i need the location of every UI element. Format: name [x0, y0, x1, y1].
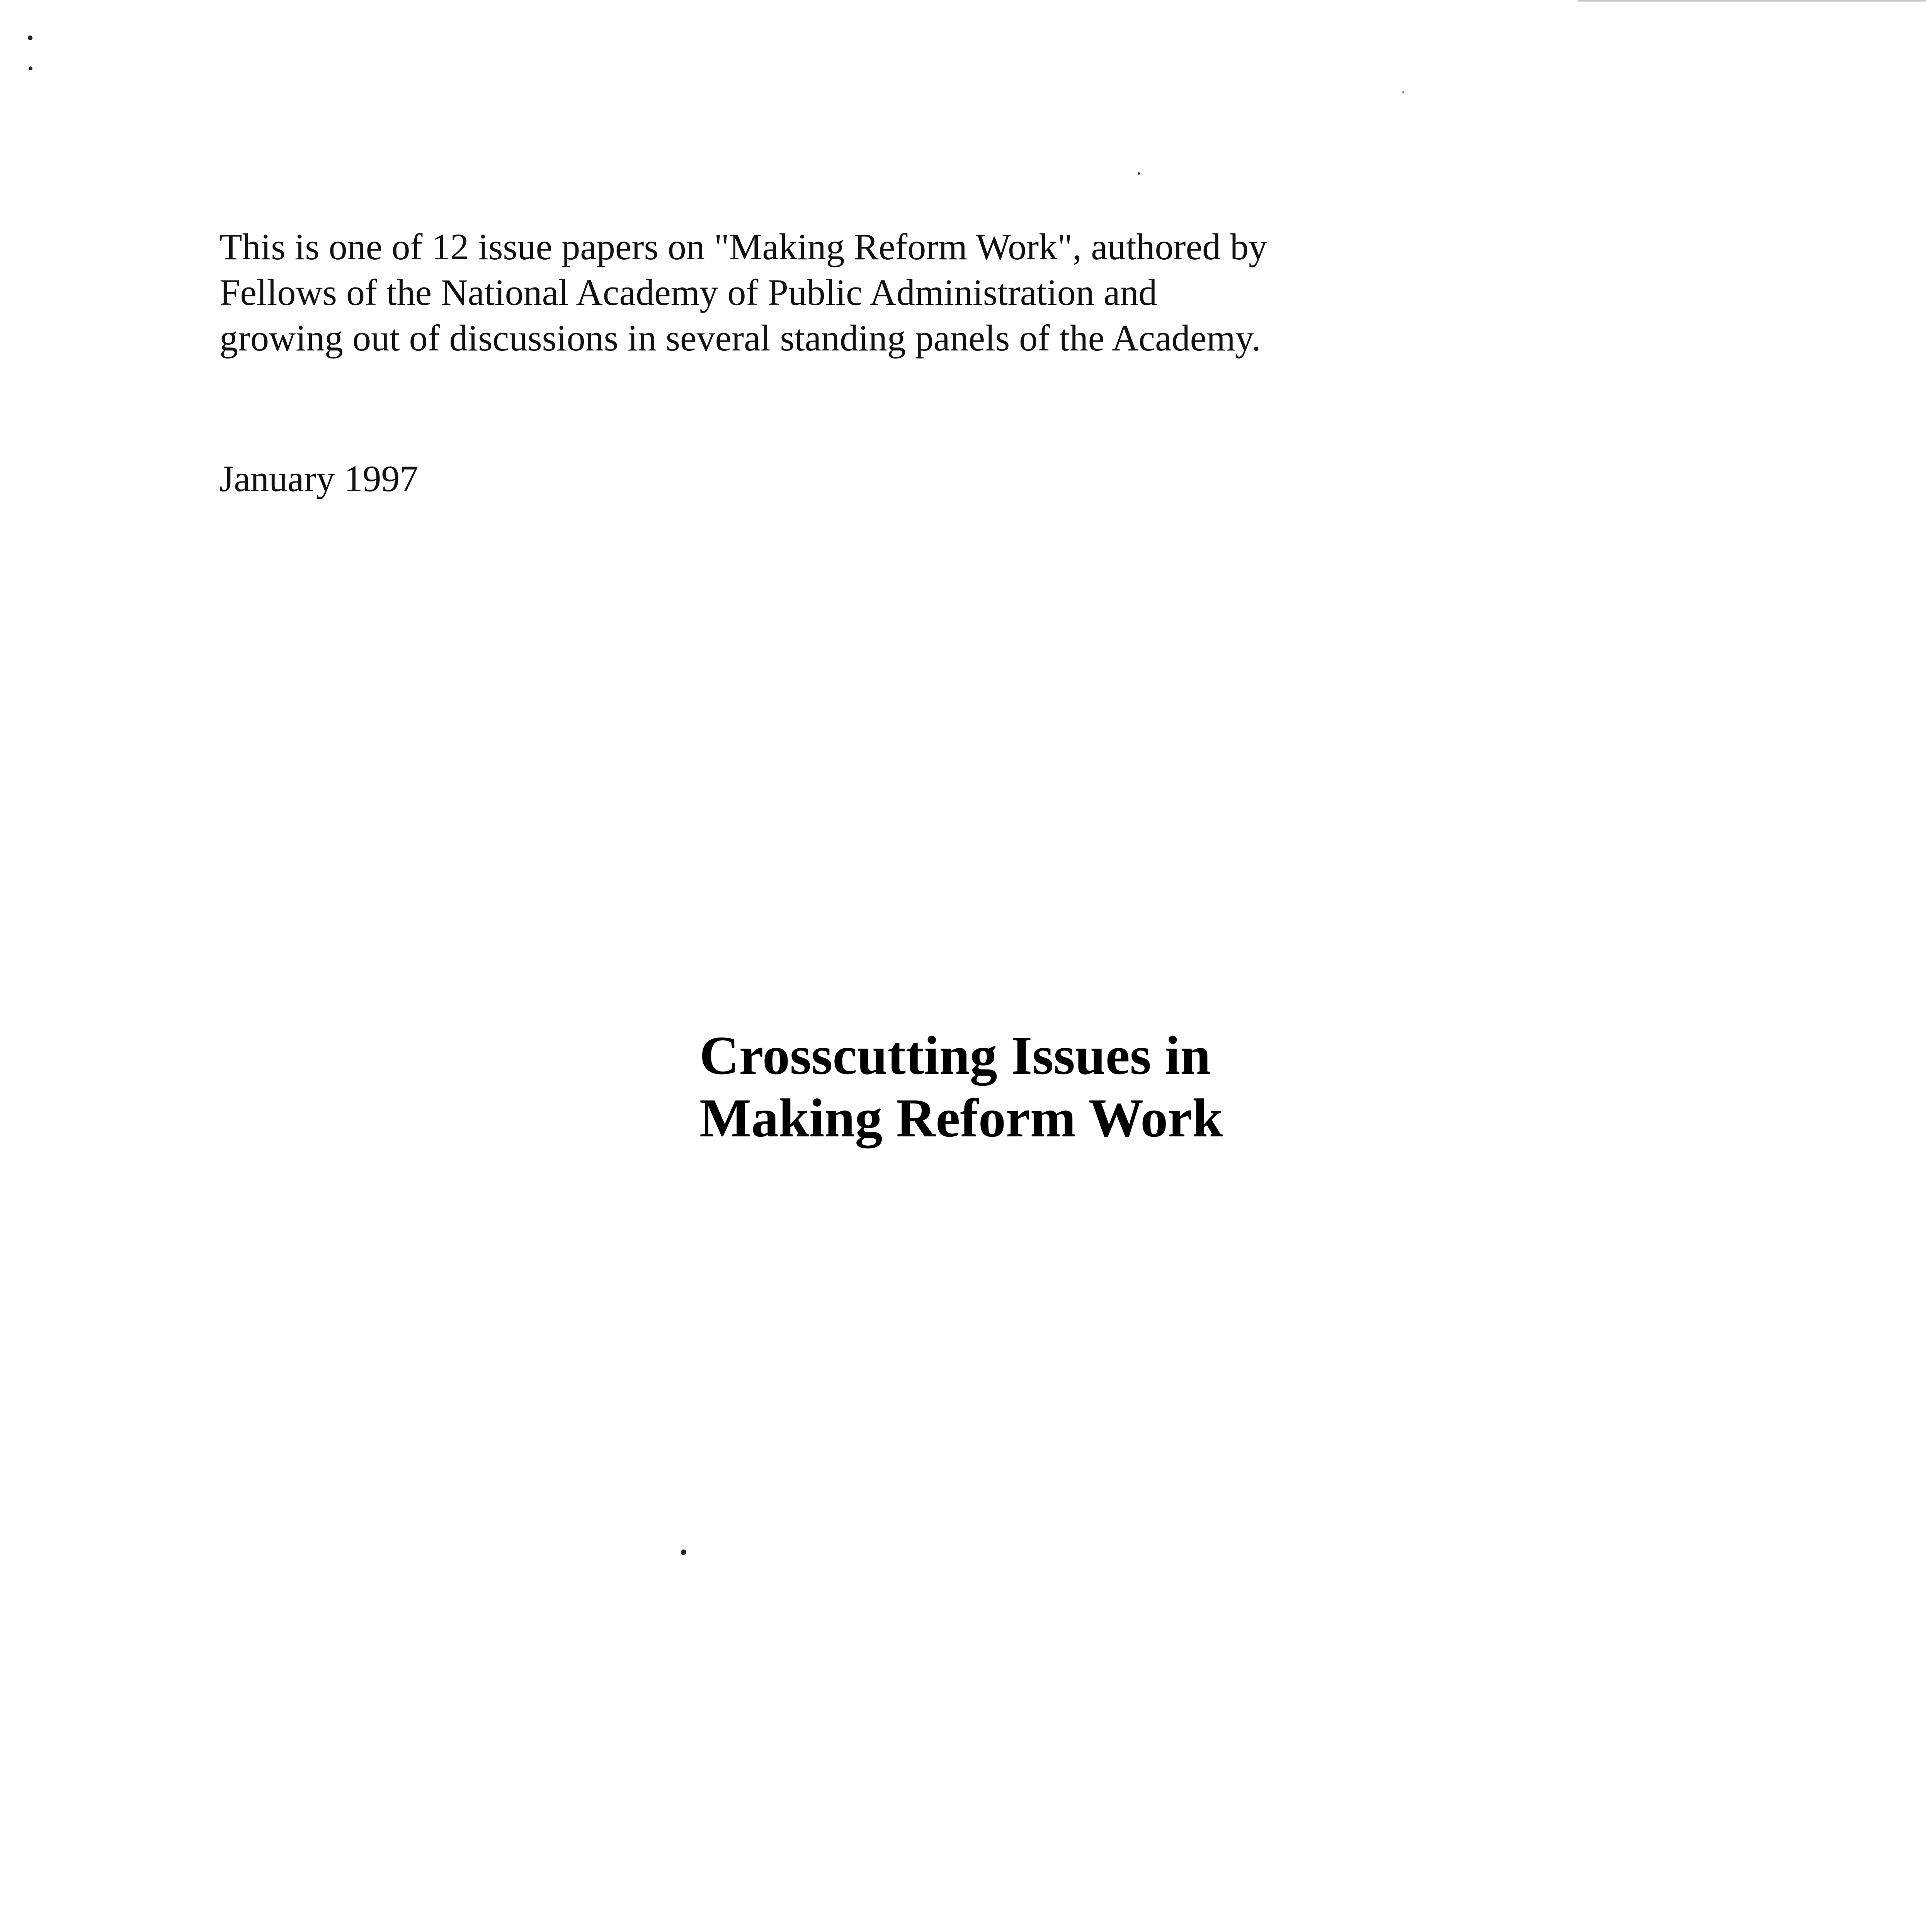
scan-speck: [1138, 172, 1140, 175]
scan-speck: [1402, 91, 1404, 94]
document-title: [699, 1024, 1223, 1149]
title-line: Making Reform Work: [699, 1087, 1223, 1148]
intro-paragraph: [219, 224, 1649, 361]
scan-speck: [28, 36, 32, 40]
scan-speck: [29, 66, 32, 70]
scan-edge-line: [1578, 0, 1926, 2]
intro-line: This is one of 12 issue papers on "Making Reform Work", authored by: [219, 226, 1268, 267]
intro-line: growing out of discussions in several standing panels of the Academy.: [219, 317, 1261, 359]
title-line: Crosscutting Issues in: [699, 1025, 1211, 1086]
publication-date: January 1997: [219, 458, 419, 499]
intro-line: Fellows of the National Academy of Public Administration and: [219, 272, 1157, 313]
scan-speck: [681, 1549, 686, 1555]
